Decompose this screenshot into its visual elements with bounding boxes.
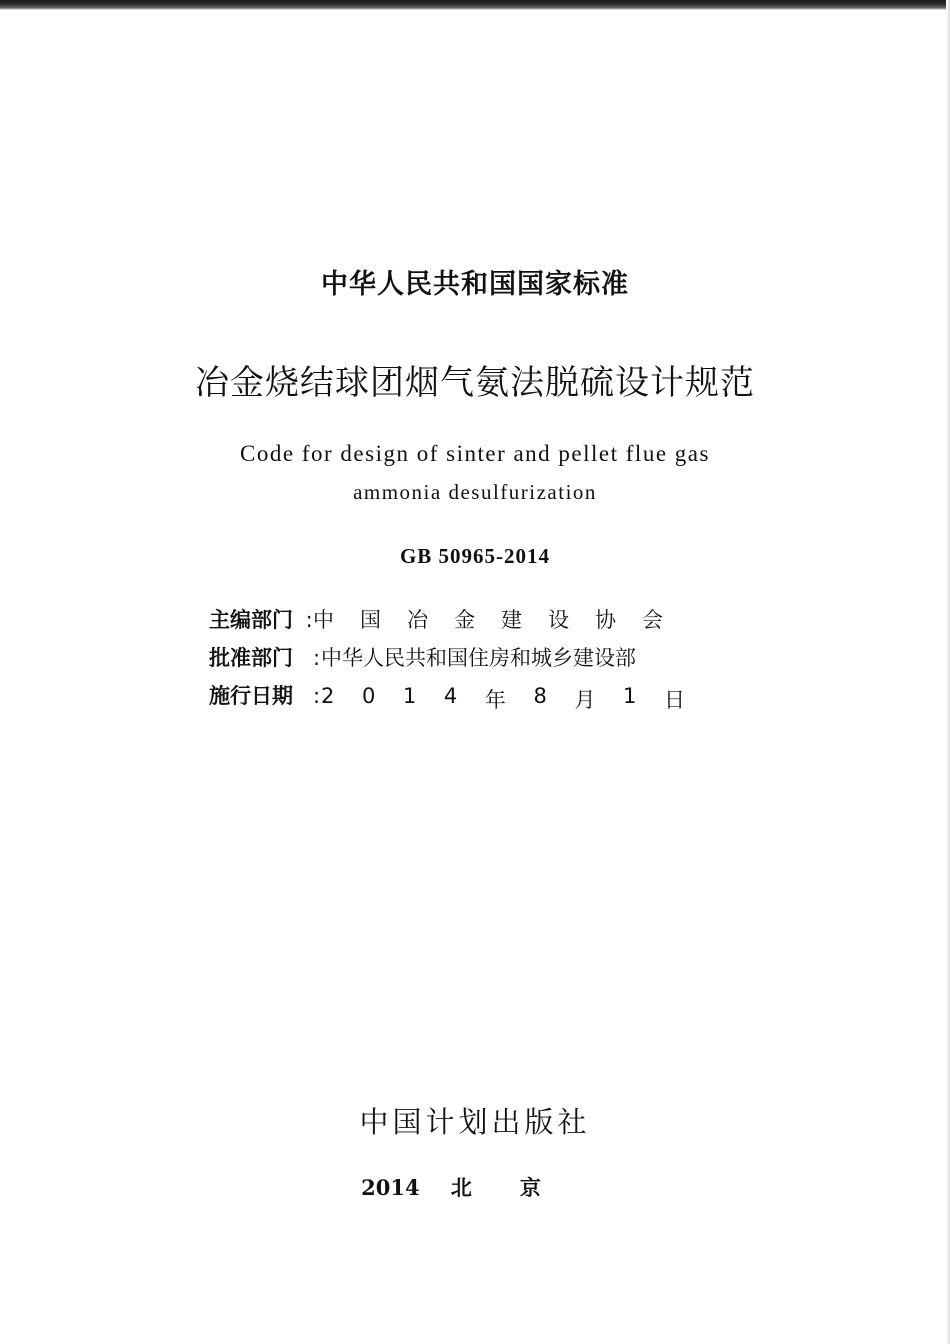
date-part: 1 <box>623 684 637 708</box>
date-part: 日 <box>664 688 685 712</box>
publication-line <box>0 1172 950 1202</box>
effective-date-separator: : <box>313 684 321 708</box>
effective-date-row <box>209 680 689 718</box>
publisher-name: 中国计划出版社 <box>359 1105 591 1139</box>
approver-separator: : <box>313 646 321 670</box>
date-part: 2 <box>321 684 335 708</box>
chief-editor-value: 中国冶金建设协会 <box>313 608 689 632</box>
document-title-en-line2: ammonia desulfurization <box>353 480 597 504</box>
date-part: 1 <box>402 684 417 708</box>
effective-date-label: 施行日期 <box>209 684 293 708</box>
effective-date-value <box>321 684 689 714</box>
publication-year: 2014 <box>361 1175 420 1200</box>
national-standard-heading: 中华人民共和国国家标准 <box>321 269 629 300</box>
standard-number: GB 50965-2014 <box>399 544 551 568</box>
info-block <box>209 604 689 718</box>
approver-value: 中华人民共和国住房和城乡建设部 <box>321 646 636 670</box>
document-title-en-line1: Code for design of sinter and pellet flue gas <box>240 441 710 466</box>
date-part: 0 <box>361 684 376 708</box>
date-part: 4 <box>443 684 458 708</box>
chief-editor-row <box>209 604 689 642</box>
publication-place: 北京 <box>450 1175 589 1200</box>
date-part: 月 <box>574 688 596 712</box>
date-part: 8 <box>533 684 547 708</box>
approver-row <box>209 642 689 680</box>
chief-editor-label: 主编部门 <box>209 608 293 632</box>
scan-top-edge <box>0 0 950 10</box>
approver-label: 批准部门 <box>209 646 293 670</box>
date-part: 年 <box>484 688 506 712</box>
scan-right-edge <box>946 0 950 1344</box>
chief-editor-separator: : <box>305 608 313 632</box>
document-title-cn: 冶金烧结球团烟气氨法脱硫设计规范 <box>195 363 755 403</box>
